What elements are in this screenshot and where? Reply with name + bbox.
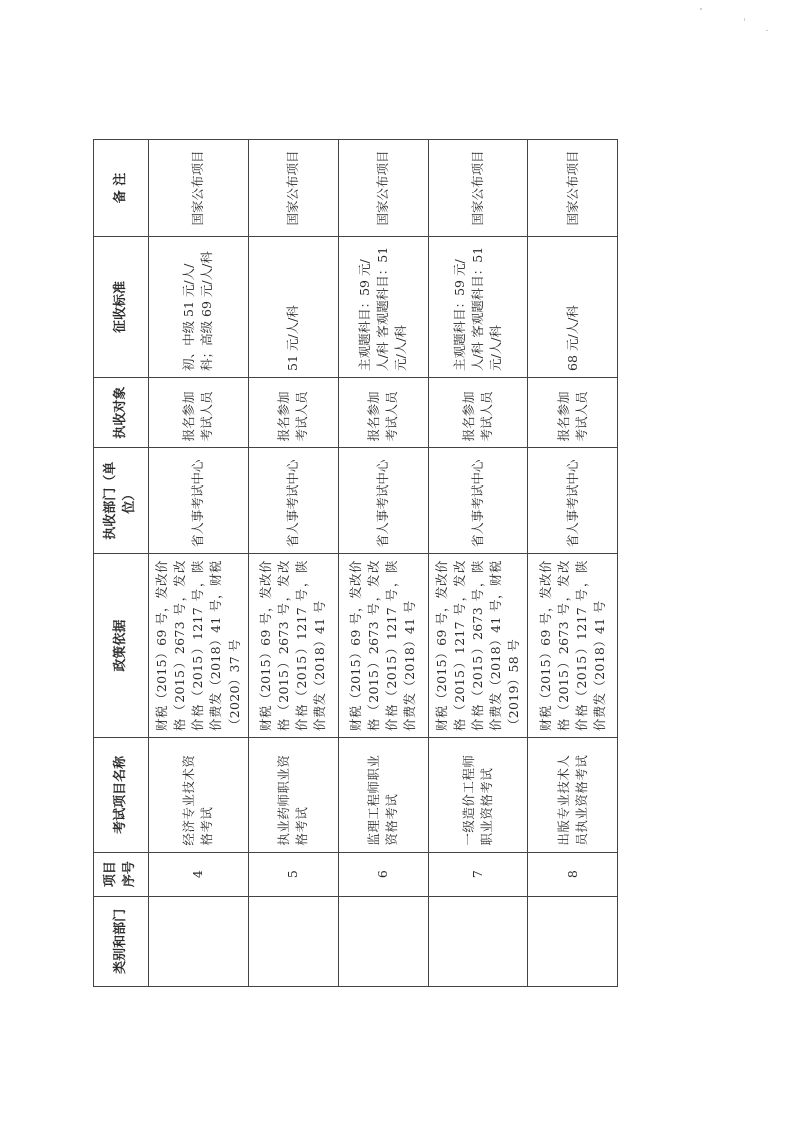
row-name: 经济专业技术资格考试: [149, 738, 249, 853]
row-category: [428, 896, 528, 986]
table-row: [248, 140, 338, 987]
row-seq: 4: [149, 852, 249, 896]
row-target: 报名参加考试人员: [338, 377, 428, 447]
rotated-table-container: [93, 139, 607, 987]
row-basis: 财税（2015）69 号，发改价格（2015）2673 号，发改价格（2015）1217 号，陕价费发（2018）41 号: [338, 554, 428, 738]
header-name: 考试项目名称: [94, 738, 149, 853]
row-seq: 6: [338, 852, 428, 896]
header-dept: 执收部门（单位）: [94, 448, 149, 554]
row-basis: 财税（2015）69 号，发改价格（2015）2673 号，发改价格（2015）1217 号，陕价费发（2018）41 号: [248, 554, 338, 738]
table-row: [338, 140, 428, 987]
scan-speck: [700, 8, 702, 10]
row-standard: 主观题科目：59 元/人/科 客观题科目：51 元/人/科: [338, 236, 428, 377]
row-seq: 7: [428, 852, 528, 896]
table-row: [528, 140, 618, 987]
row-basis: 财税（2015）69 号，发改价格（2015）1217 号，发改价格（2015）2673 号，陕价费发（2018）41 号，财税（2019）58 号: [428, 554, 528, 738]
header-standard: 征收标准: [94, 236, 149, 377]
row-note: 国家公布项目: [428, 140, 528, 237]
row-target: 报名参加考试人员: [149, 377, 249, 447]
row-basis: 财税（2015）69 号，发改价格（2015）2673 号，发改价格（2015）1217 号，陕价费发（2018）41 号: [528, 554, 618, 738]
header-category: 类别和部门: [94, 896, 149, 986]
row-category: [528, 896, 618, 986]
row-seq: 8: [528, 852, 618, 896]
row-category: [338, 896, 428, 986]
header-note: 备 注: [94, 140, 149, 237]
exam-fee-table: [93, 139, 618, 987]
row-target: 报名参加考试人员: [428, 377, 528, 447]
row-basis: 财税（2015）69 号，发改价格（2015）2673 号，发改价格（2015）1217 号，陕价费发（2018）41 号，财税（2020）37 号: [149, 554, 249, 738]
row-name: 出版专业技术人员执业资格考试: [528, 738, 618, 853]
row-name: 执业药师职业资格考试: [248, 738, 338, 853]
row-category: [149, 896, 249, 986]
row-standard: 初、中级 51 元/人/科；高级 69 元/人/科: [149, 236, 249, 377]
row-note: 国家公布项目: [149, 140, 249, 237]
scan-speck: [766, 30, 768, 31]
table-row: [428, 140, 528, 987]
header-basis: 政策依据: [94, 554, 149, 738]
row-standard: 51 元/人/科: [248, 236, 338, 377]
row-name: 一级造价工程师职业资格考试: [428, 738, 528, 853]
header-target: 执收对象: [94, 377, 149, 447]
row-standard: 68 元/人/科: [528, 236, 618, 377]
row-dept: 省人事考试中心: [248, 448, 338, 554]
row-name: 监理工程师职业资格考试: [338, 738, 428, 853]
row-dept: 省人事考试中心: [428, 448, 528, 554]
row-target: 报名参加考试人员: [248, 377, 338, 447]
row-standard: 主观题科目：59 元/人/科 客观题科目：51 元/人/科: [428, 236, 528, 377]
table-header-row: [94, 140, 149, 987]
row-note: 国家公布项目: [248, 140, 338, 237]
table-row: [149, 140, 249, 987]
row-note: 国家公布项目: [338, 140, 428, 237]
row-seq: 5: [248, 852, 338, 896]
row-category: [248, 896, 338, 986]
row-dept: 省人事考试中心: [149, 448, 249, 554]
row-note: 国家公布项目: [528, 140, 618, 237]
row-dept: 省人事考试中心: [528, 448, 618, 554]
row-dept: 省人事考试中心: [338, 448, 428, 554]
row-target: 报名参加考试人员: [528, 377, 618, 447]
header-seq: 项目序号: [94, 852, 149, 896]
scan-speck: [744, 18, 745, 21]
